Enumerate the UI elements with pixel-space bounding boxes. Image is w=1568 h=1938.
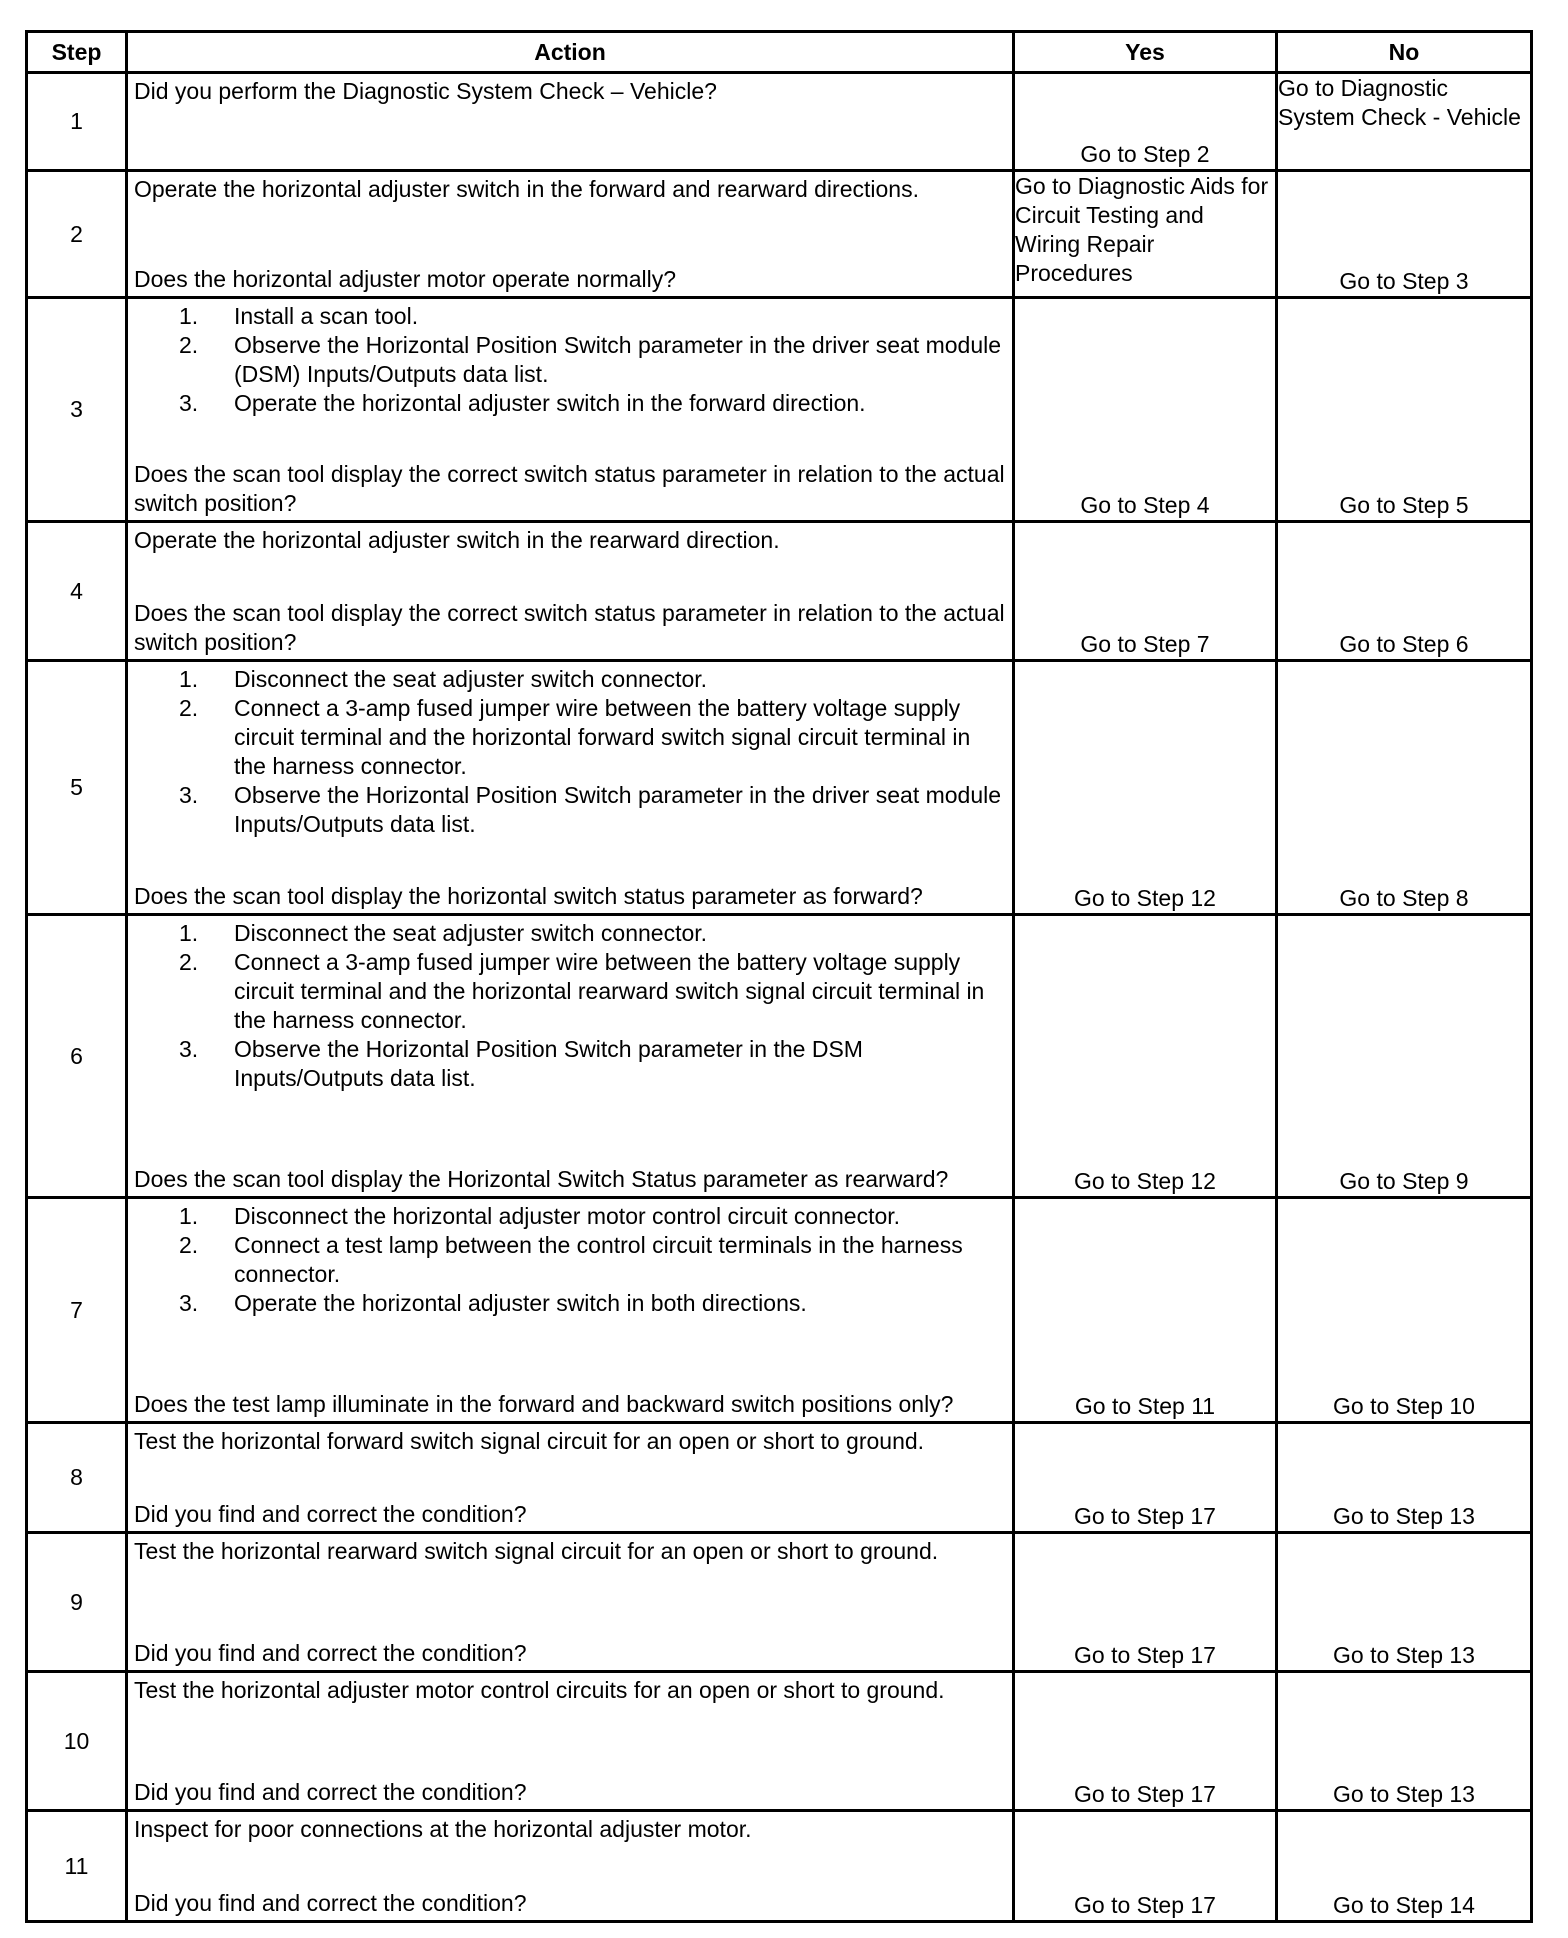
procedure-item [134,1035,1006,1093]
action-question: Does the scan tool display the correct switch status parameter in relation to the actual switch position? [134,461,1005,516]
action-question: Did you find and correct the condition? [134,1640,527,1666]
yes-result: Go to Step 17 [1014,1811,1277,1922]
no-result: Go to Step 13 [1277,1672,1532,1811]
header-row [27,32,1532,73]
procedure-item-text: Observe the Horizontal Position Switch parameter in the driver seat module Inputs/Outputs data list. [234,782,1002,837]
action-instructions [134,1676,1006,1705]
action-instructions [134,919,1006,1093]
procedure-item-number: 1. [179,920,199,946]
procedure-list [134,665,1006,839]
procedure-item-text: Disconnect the horizontal adjuster motor control circuit connector. [234,1203,901,1229]
no-result: Go to Step 6 [1277,522,1532,661]
action-instructions [134,526,1006,555]
action-question: Did you find and correct the condition? [134,1779,527,1805]
procedure-list [134,302,1006,418]
action-instructions [134,1427,1006,1456]
action-cell [127,1198,1014,1423]
procedure-item-text: Observe the Horizontal Position Switch parameter in the driver seat module (DSM) Inputs/Outputs data list. [234,332,1002,387]
step-number: 3 [27,298,127,522]
procedure-item [134,331,1006,389]
step-number: 2 [27,171,127,298]
yes-result: Go to Step 17 [1014,1533,1277,1672]
header-yes: Yes [1014,32,1277,73]
action-question: Did you find and correct the condition? [134,1890,527,1916]
procedure-item [134,919,1006,948]
action-instructions [134,1537,1006,1566]
action-cell [127,1423,1014,1533]
action-question: Does the horizontal adjuster motor operate normally? [134,266,677,292]
step-number: 5 [27,661,127,915]
procedure-item-text: Operate the horizontal adjuster switch in the forward direction. [234,390,866,416]
procedure-item-number: 2. [179,1232,199,1258]
step-number: 10 [27,1672,127,1811]
procedure-item-number: 2. [179,949,199,975]
action-intro: Operate the horizontal adjuster switch in the rearward direction. [134,527,780,553]
action-instructions [134,302,1006,418]
procedure-item-number: 2. [179,695,199,721]
action-intro: Test the horizontal forward switch signal circuit for an open or short to ground. [134,1428,925,1454]
procedure-item [134,948,1006,1035]
no-result: Go to Step 3 [1277,171,1532,298]
action-intro: Test the horizontal rearward switch signal circuit for an open or short to ground. [134,1538,939,1564]
procedure-item-number: 3. [179,1036,199,1062]
procedure-item-text: Install a scan tool. [234,303,419,329]
step-number: 8 [27,1423,127,1533]
yes-result: Go to Step 7 [1014,522,1277,661]
no-result: Go to Step 13 [1277,1423,1532,1533]
header-action: Action [127,32,1014,73]
no-result: Go to Step 10 [1277,1198,1532,1423]
procedure-item-text: Disconnect the seat adjuster switch connector. [234,666,708,692]
procedure-item [134,665,1006,694]
table-row [27,73,1532,171]
action-cell [127,522,1014,661]
action-cell [127,915,1014,1198]
action-question: Does the test lamp illuminate in the forward and backward switch positions only? [134,1391,954,1417]
action-instructions [134,665,1006,839]
action-question: Did you perform the Diagnostic System Check – Vehicle? [134,78,717,104]
procedure-item-text: Connect a test lamp between the control circuit terminals in the harness connector. [234,1232,963,1287]
procedure-item-text: Operate the horizontal adjuster switch in both directions. [234,1290,807,1316]
step-number: 1 [27,73,127,171]
procedure-item-number: 3. [179,782,199,808]
step-number: 4 [27,522,127,661]
table-row [27,1198,1532,1423]
table-row [27,1672,1532,1811]
action-cell [127,1533,1014,1672]
procedure-item-text: Connect a 3-amp fused jumper wire between the battery voltage supply circuit terminal and the horizontal forward switch signal circuit terminal in the harness connector. [234,695,971,779]
procedure-item [134,781,1006,839]
no-result: Go to Step 8 [1277,661,1532,915]
procedure-list [134,919,1006,1093]
table-row [27,661,1532,915]
procedure-item-number: 2. [179,332,199,358]
procedure-item-number: 1. [179,666,199,692]
action-cell [127,73,1014,171]
action-cell [127,1672,1014,1811]
table-row [27,298,1532,522]
procedure-item-text: Disconnect the seat adjuster switch connector. [234,920,708,946]
step-number: 7 [27,1198,127,1423]
procedure-item-number: 1. [179,303,199,329]
procedure-item [134,1231,1006,1289]
action-instructions [134,175,1006,204]
procedure-item-number: 3. [179,390,199,416]
action-question: Does the scan tool display the horizontal switch status parameter as forward? [134,883,923,909]
table-row [27,1533,1532,1672]
step-number: 9 [27,1533,127,1672]
table-row [27,1811,1532,1922]
action-cell [127,298,1014,522]
action-instructions [134,1815,1006,1844]
yes-result: Go to Step 12 [1014,661,1277,915]
action-intro: Operate the horizontal adjuster switch in the forward and rearward directions. [134,176,919,202]
table-row [27,915,1532,1198]
no-result: Go to Diagnostic System Check - Vehicle [1277,73,1532,171]
no-result: Go to Step 13 [1277,1533,1532,1672]
diagnostic-table [25,30,1533,1923]
yes-result: Go to Step 4 [1014,298,1277,522]
yes-result: Go to Step 2 [1014,73,1277,171]
action-question: Does the scan tool display the Horizontal Switch Status parameter as rearward? [134,1166,949,1192]
action-instructions [134,1202,1006,1318]
table-row [27,522,1532,661]
procedure-item-number: 1. [179,1203,199,1229]
no-result: Go to Step 14 [1277,1811,1532,1922]
table-row [27,1423,1532,1533]
header-no: No [1277,32,1532,73]
procedure-item [134,302,1006,331]
yes-result: Go to Step 12 [1014,915,1277,1198]
step-number: 6 [27,915,127,1198]
procedure-item [134,694,1006,781]
yes-result: Go to Step 17 [1014,1672,1277,1811]
action-cell [127,1811,1014,1922]
step-number: 11 [27,1811,127,1922]
action-question: Did you find and correct the condition? [134,1501,527,1527]
procedure-item-text: Observe the Horizontal Position Switch parameter in the DSM Inputs/Outputs data list. [234,1036,863,1091]
action-question: Does the scan tool display the correct switch status parameter in relation to the actual switch position? [134,600,1005,655]
yes-result: Go to Diagnostic Aids for Circuit Testing and Wiring Repair Procedures [1014,171,1277,298]
procedure-item [134,389,1006,418]
header-step: Step [27,32,127,73]
action-cell [127,171,1014,298]
procedure-list [134,1202,1006,1318]
no-result: Go to Step 9 [1277,915,1532,1198]
procedure-item-number: 3. [179,1290,199,1316]
procedure-item [134,1202,1006,1231]
table-row [27,171,1532,298]
yes-result: Go to Step 17 [1014,1423,1277,1533]
no-result: Go to Step 5 [1277,298,1532,522]
yes-result: Go to Step 11 [1014,1198,1277,1423]
action-intro: Inspect for poor connections at the horizontal adjuster motor. [134,1816,752,1842]
action-intro: Test the horizontal adjuster motor control circuits for an open or short to ground. [134,1677,945,1703]
action-cell [127,661,1014,915]
procedure-item [134,1289,1006,1318]
procedure-item-text: Connect a 3-amp fused jumper wire between the battery voltage supply circuit terminal and the horizontal rearward switch signal circuit terminal in the harness connector. [234,949,985,1033]
